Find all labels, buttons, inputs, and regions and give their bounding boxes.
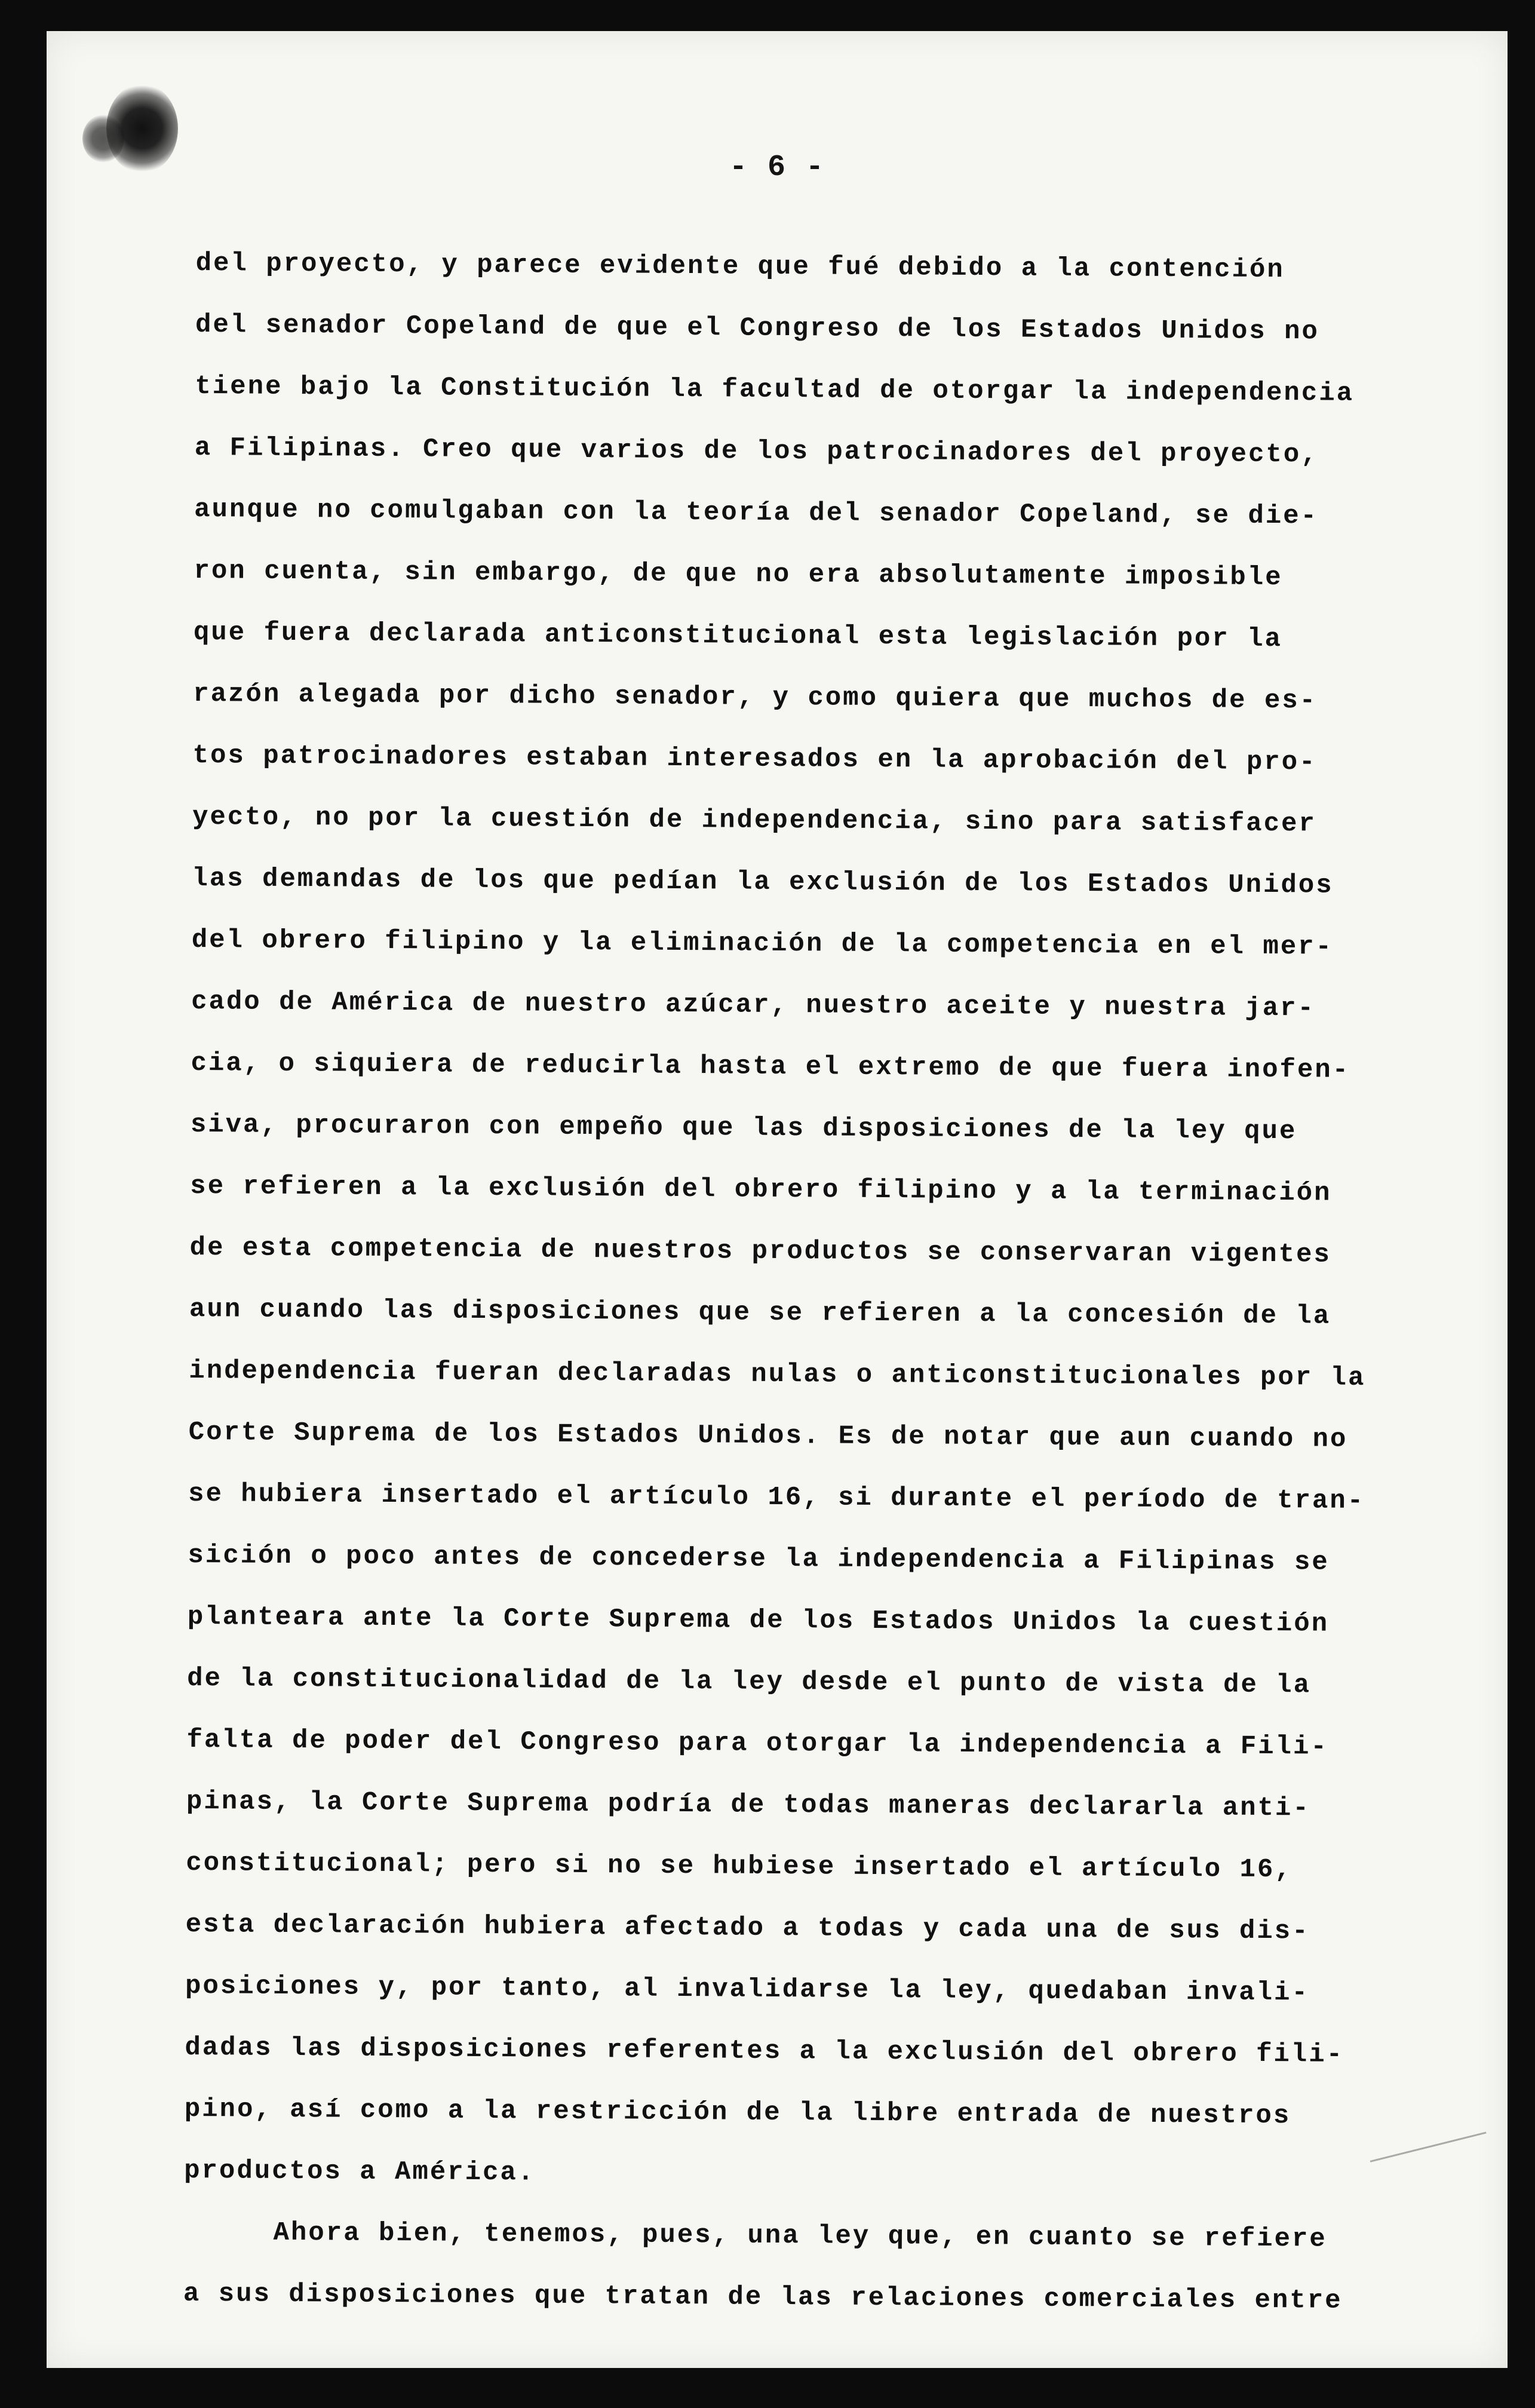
text-line: ron cuenta, sin embargo, de que no era absolutamente imposible — [194, 556, 1283, 593]
text-line: cia, o siquiera de reducirla hasta el extremo de que fuera inofen- — [191, 1048, 1350, 1085]
text-line: se refieren a la exclusión del obrero filipino y a la terminación — [190, 1171, 1332, 1208]
text-line: tiene bajo la Constitución la facultad de otorgar la independencia — [195, 371, 1355, 409]
text-line: posiciones y, por tanto, al invalidarse la ley, quedaban invali- — [185, 1971, 1310, 2008]
body-text — [183, 233, 1486, 2333]
text-line: independencia fueran declaradas nulas o anticonstitucionales por la — [189, 1355, 1366, 1393]
text-line: a Filipinas. Creo que varios de los patrocinadores del proyecto, — [194, 432, 1319, 470]
text-line: pinas, la Corte Suprema podría de todas maneras declararla anti- — [186, 1786, 1310, 1824]
text-line: de la constitucionalidad de la ley desde el punto de vista de la — [187, 1663, 1312, 1701]
text-line: yecto, no por la cuestión de independencia, sino para satisfacer — [192, 802, 1317, 839]
text-line: aun cuando las disposiciones que se refieren a la concesión de la — [189, 1294, 1331, 1332]
text-line: tos patrocinadores estaban interesados en la aprobación del pro- — [192, 740, 1317, 778]
text-line: del obrero filipino y la eliminación de la competencia en el mer- — [191, 925, 1334, 962]
text-line: planteara ante la Corte Suprema de los Estados Unidos la cuestión — [187, 1602, 1330, 1639]
text-line: cado de América de nuestro azúcar, nuestro aceite y nuestra jar- — [191, 986, 1316, 1024]
page-number: - 6 - — [729, 151, 825, 185]
text-line: esta declaración hubiera afectado a todas y cada una de sus dis- — [185, 1909, 1310, 1947]
text-line: sición o poco antes de concederse la independencia a Filipinas se — [188, 1540, 1330, 1578]
document-page — [47, 31, 1508, 2368]
text-line: del senador Copeland de que el Congreso de los Estados Unidos no — [195, 309, 1320, 347]
text-line: aunque no comulgaban con la teoría del senador Copeland, se die- — [194, 494, 1319, 532]
text-line: de esta competencia de nuestros productos se conservaran vigentes — [189, 1232, 1332, 1270]
text-line: a sus disposiciones que tratan de las relaciones comerciales entre — [183, 2278, 1343, 2316]
text-line: razón alegada por dicho senador, y como quiera que muchos de es- — [193, 679, 1318, 716]
text-line: Corte Suprema de los Estados Unidos. Es de notar que aun cuando no — [188, 1417, 1348, 1455]
text-line: Ahora bien, tenemos, pues, una ley que, en cuanto se refiere — [273, 2217, 1327, 2254]
text-line: del proyecto, y parece evidente que fué debido a la contención — [195, 248, 1285, 286]
text-line: las demandas de los que pedían la exclusión de los Estados Unidos — [192, 863, 1334, 901]
text-line: dadas las disposiciones referentes a la exclusión del obrero fili- — [185, 2032, 1344, 2070]
text-line: constitucional; pero si no se hubiese insertado el artículo 16, — [186, 1848, 1293, 1885]
text-line: siva, procuraron con empeño que las disposiciones de la ley que — [190, 1109, 1297, 1147]
text-line: productos a América. — [184, 2155, 536, 2188]
text-line: que fuera declarada anticonstitucional esta legislación por la — [193, 617, 1283, 655]
text-line: falta de poder del Congreso para otorgar la independencia a Fili- — [186, 1725, 1328, 1762]
text-line: pino, así como a la restricción de la libre entrada de nuestros — [184, 2094, 1291, 2131]
text-line: se hubiera insertado el artículo 16, si durante el período de tran- — [188, 1478, 1365, 1516]
